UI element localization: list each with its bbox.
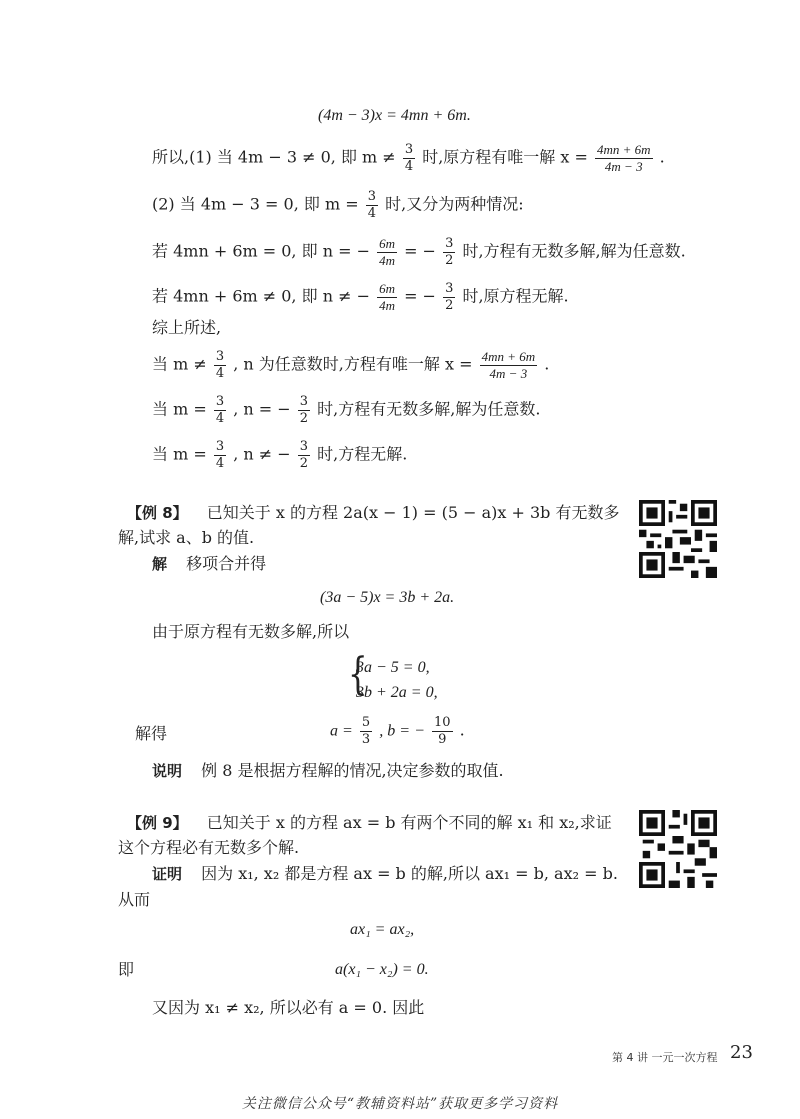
numerator: 5 [361,715,371,730]
text: (2) 当 4m − 3 = 0, 即 m = [152,194,359,214]
summary-line-2 [152,395,540,425]
text: , n = − [233,399,291,419]
denominator: 4m [379,297,395,313]
denominator: 2 [299,455,309,471]
fraction [214,440,226,470]
example8-reason: 由于原方程有无数多解,所以 [152,622,350,641]
numerator: 3 [215,394,225,409]
example8-question-line2: 解,试求 a、b 的值. [118,528,255,547]
denominator: 2 [445,252,454,268]
text: . [459,720,465,740]
fraction [595,143,653,173]
denominator: 4 [367,205,377,221]
solution-label: 解 [152,555,168,573]
equation-line: (4m − 3)x = 4mn + 6m. [318,107,471,124]
summary-line-1 [152,350,549,380]
denominator: 4 [215,455,225,471]
text: a = [330,722,353,740]
denominator: 2 [445,297,454,313]
example9-equation-1: ax₁ = ax₂, [350,921,415,938]
numerator: 3 [367,189,377,204]
numerator: 3 [215,439,225,454]
denominator: 3 [361,731,371,747]
fraction [377,237,397,267]
subcase-a-line [152,237,686,267]
fraction [214,395,226,425]
fraction [432,716,453,746]
denominator: 2 [299,410,309,426]
example9-thus: 从而 [118,890,151,909]
chapter-title: 第 4 讲 一元一次方程 [612,1051,718,1064]
text: 若 4mn + 6m ≠ 0, 即 n ≠ − [152,286,370,306]
text: 时,方程有无数多解,解为任意数. [317,399,541,419]
text: 时,方程无解. [317,444,408,464]
qr-code-example8[interactable] [639,500,717,578]
example8-solution-intro [152,556,266,572]
fraction [360,716,372,746]
text: . [544,354,550,374]
text: = − [404,241,436,261]
example9-question-line1 [127,815,612,831]
fraction [443,237,455,267]
example9-label: 【例 9】 [127,814,188,832]
numerator: 4mn + 6m [481,349,536,364]
case2-line [152,190,524,220]
example9-conclusion: 又因为 x₁ ≠ x₂, 所以必有 a = 0. 因此 [152,998,425,1017]
watermark-note: 关注微信公众号“教辅资料站”获取更多学习资料 [241,1096,559,1112]
system-equation-1: 3a − 5 = 0, [356,659,430,676]
system-equation-2: 3b + 2a = 0, [356,684,438,701]
text: 所以,(1) 当 4m − 3 ≠ 0, 即 m ≠ [152,147,396,167]
fraction [403,143,415,173]
example8-question-line1 [127,505,620,521]
example9-question-line2: 这个方程必有无数多个解. [118,838,300,857]
summary-line-3 [152,440,407,470]
note-label: 说明 [152,762,183,780]
note-text: 例 8 是根据方程解的情况,决定参数的取值. [201,761,504,780]
text: 若 4mn + 6m = 0, 即 n = − [152,241,370,261]
text: 当 m = [152,444,207,464]
proof-label: 证明 [152,865,183,883]
numerator: 6m [379,236,395,251]
example8-note [152,763,504,779]
denominator: 4 [215,365,225,381]
text: 当 m = [152,399,207,419]
fraction [443,282,455,312]
example8-label: 【例 8】 [127,504,188,522]
proof-text: 因为 x₁, x₂ 都是方程 ax = b 的解,所以 ax₁ = b, ax₂ = b. [201,864,618,883]
denominator: 4m [379,252,395,268]
denominator: 9 [438,731,447,747]
numerator: 3 [299,394,309,409]
text: 当 m ≠ [152,354,207,374]
example8-equation: (3a − 5)x = 3b + 2a. [320,589,455,606]
fraction [377,282,397,312]
text: 时,原方程有唯一解 x = [422,147,588,167]
numerator: 3 [404,142,414,157]
denominator: 4m − 3 [604,158,643,174]
fraction [366,190,378,220]
numerator: 6m [379,281,395,296]
solution-text: 移项合并得 [186,554,267,573]
text: , n 为任意数时,方程有唯一解 x = [233,354,473,374]
denominator: 4m − 3 [489,365,528,381]
text: , n ≠ − [233,444,291,464]
system-brace: { [348,649,368,700]
example9-equation-2: a(x₁ − x₂) = 0. [335,961,429,978]
text: 时,又分为两种情况: [385,194,524,214]
example8-result-label: 解得 [135,724,168,743]
numerator: 10 [433,715,451,730]
example9-question: 已知关于 x 的方程 ax = b 有两个不同的解 x₁ 和 x₂,求证 [206,813,612,832]
text: 时,方程有无数多解,解为任意数. [462,241,686,261]
qr-code-example9[interactable] [639,810,717,888]
numerator: 3 [445,281,454,296]
fraction [298,440,310,470]
example9-proof [152,866,618,882]
text: 时,原方程无解. [462,286,569,306]
numerator: 4mn + 6m [596,142,651,157]
example9-ie: 即 [118,960,135,979]
case1-line [152,143,665,173]
denominator: 4 [215,410,225,426]
text: . [659,147,665,167]
fraction [480,350,538,380]
numerator: 3 [215,349,225,364]
fraction [298,395,310,425]
text: = − [404,286,436,306]
summary-heading: 综上所述, [152,318,222,337]
text: , b = − [379,722,425,740]
numerator: 3 [299,439,309,454]
numerator: 3 [445,236,454,251]
example8-result [330,716,465,746]
page-number: 23 [730,1042,753,1063]
example8-question: 已知关于 x 的方程 2a(x − 1) = (5 − a)x + 3b 有无数多 [206,503,620,522]
subcase-b-line [152,282,569,312]
denominator: 4 [404,158,414,174]
fraction [214,350,226,380]
